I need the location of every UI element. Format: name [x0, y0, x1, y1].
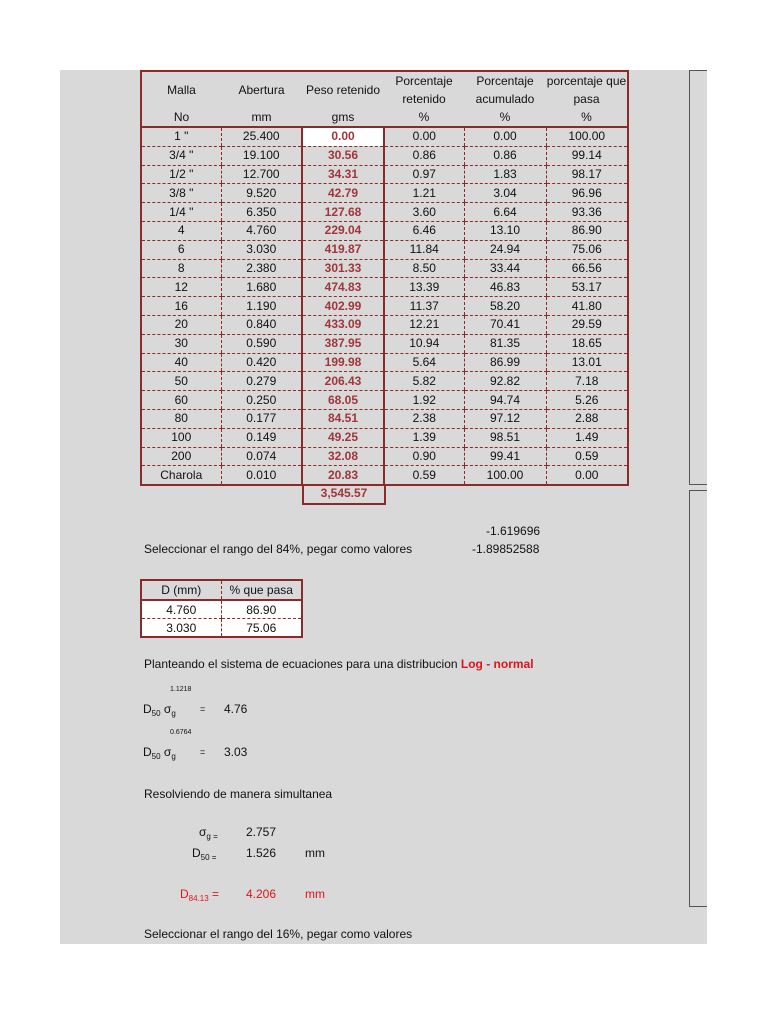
header-malla: Malla	[167, 83, 196, 97]
table-cell[interactable]: 50	[141, 372, 221, 391]
table-row	[141, 165, 628, 184]
table-cell[interactable]: 1.83	[464, 165, 546, 184]
table-cell[interactable]: 1.49	[546, 428, 628, 447]
table-cell[interactable]: 0.840	[221, 315, 302, 334]
table-cell[interactable]: 32.08	[302, 447, 384, 466]
right-border-lower	[689, 490, 690, 906]
table-cell[interactable]: 2.88	[546, 409, 628, 428]
table-cell[interactable]: 53.17	[546, 278, 628, 297]
eq1-exponent: 1.1218	[170, 686, 192, 693]
table-cell[interactable]: 8.50	[384, 259, 464, 278]
table-cell[interactable]: 11.84	[384, 240, 464, 259]
eq2-exponent: 0.6764	[170, 729, 192, 736]
table-cell[interactable]: 4.760	[221, 221, 302, 240]
table-cell[interactable]: 16	[141, 297, 221, 316]
table-cell[interactable]: 99.14	[546, 146, 628, 165]
eq2-sigma-sub: g	[171, 752, 176, 761]
eq2-equals: =	[200, 747, 206, 757]
planteando-label: Planteando el sistema de ecuaciones para una distribucion	[144, 657, 461, 671]
granulometry-table	[140, 70, 629, 486]
table-cell[interactable]: 42.79	[302, 184, 384, 203]
table-cell[interactable]: 49.25	[302, 428, 384, 447]
eq1-sigma: σ	[163, 702, 172, 716]
table-row	[141, 240, 628, 259]
eq1-sigma-sub: g	[171, 709, 176, 718]
table-cell[interactable]: 41.80	[546, 297, 628, 316]
instruction-16: Seleccionar el rango del 16%, pegar como valores	[144, 927, 413, 941]
table-cell[interactable]: 33.44	[464, 259, 546, 278]
table-cell[interactable]: 1.680	[221, 278, 302, 297]
d84-symbol: D	[180, 887, 189, 901]
table-cell[interactable]: 12.700	[221, 165, 302, 184]
unit-peso: gms	[302, 108, 384, 127]
header-pct-pasa: % que pasa	[221, 580, 302, 600]
table-cell[interactable]: 70.41	[464, 315, 546, 334]
table-cell[interactable]: 75.06	[546, 240, 628, 259]
table-cell[interactable]: 13.39	[384, 278, 464, 297]
eq2-d-sub: 50	[151, 752, 161, 761]
table-row	[141, 466, 628, 485]
table-cell[interactable]: 1.190	[221, 297, 302, 316]
table-cell[interactable]: 0.00	[302, 127, 384, 146]
table-cell[interactable]: 1.39	[384, 428, 464, 447]
d84-result-value[interactable]: 4.206	[246, 887, 277, 901]
d50-result-value[interactable]: 1.526	[246, 846, 277, 860]
value-84-b[interactable]: -1.89852588	[472, 542, 540, 556]
table-cell[interactable]: 301.33	[302, 259, 384, 278]
table-cell[interactable]: 20.83	[302, 466, 384, 485]
peso-total[interactable]: 3,545.57	[302, 484, 386, 505]
table-cell[interactable]: 2.380	[221, 259, 302, 278]
table-cell[interactable]: 3.030	[141, 619, 221, 638]
table-cell[interactable]: 229.04	[302, 221, 384, 240]
table-cell[interactable]: 86.90	[221, 600, 302, 619]
header-peso: Peso retenido	[305, 83, 381, 97]
table-cell[interactable]: 0.590	[221, 334, 302, 353]
table-cell[interactable]: 40	[141, 353, 221, 372]
table-cell[interactable]: 30.56	[302, 146, 384, 165]
table-cell[interactable]: 34.31	[302, 165, 384, 184]
right-border-bottom-tick	[689, 906, 707, 907]
table-cell[interactable]: 1.92	[384, 391, 464, 410]
unit-porc-pasa: %	[546, 108, 628, 127]
eq2-sigma: σ	[163, 745, 172, 759]
table-cell[interactable]: 20	[141, 315, 221, 334]
table-cell[interactable]: 100	[141, 428, 221, 447]
units-row	[141, 108, 628, 127]
table-cell[interactable]: 84.51	[302, 409, 384, 428]
table-cell[interactable]: 80	[141, 409, 221, 428]
table-cell[interactable]: 199.98	[302, 353, 384, 372]
table-cell[interactable]: 13.01	[546, 353, 628, 372]
table-cell[interactable]: 97.12	[464, 409, 546, 428]
eq1-equals: =	[200, 704, 206, 714]
table-cell[interactable]: 0.00	[464, 127, 546, 146]
value-84-a[interactable]: -1.619696	[486, 524, 541, 538]
table-cell[interactable]: 0.00	[546, 466, 628, 485]
table-cell[interactable]: 60	[141, 391, 221, 410]
table-cell[interactable]: 0.59	[384, 466, 464, 485]
table-cell[interactable]: 0.177	[221, 409, 302, 428]
right-border-mid-tick-a	[689, 484, 707, 485]
eq1-d: D	[143, 702, 152, 716]
table-cell[interactable]: 13.10	[464, 221, 546, 240]
resolviendo-text: Resolviendo de manera simultanea	[144, 787, 333, 801]
table-row	[141, 619, 302, 638]
table-cell[interactable]: 11.37	[384, 297, 464, 316]
table-cell[interactable]: 86.99	[464, 353, 546, 372]
table-row	[141, 353, 628, 372]
unit-abertura: mm	[221, 108, 302, 127]
header-d-mm: D (mm)	[141, 580, 221, 600]
table-row	[141, 409, 628, 428]
header-row	[141, 71, 628, 108]
d84-equals: =	[212, 887, 220, 901]
table-cell[interactable]: 0.86	[464, 146, 546, 165]
table-cell[interactable]: 8	[141, 259, 221, 278]
eq2-d: D	[143, 745, 152, 759]
table-cell[interactable]: 30	[141, 334, 221, 353]
header-porc-acumulado: Porcentaje acumulado	[475, 74, 535, 106]
eq2-value[interactable]: 3.03	[224, 745, 248, 759]
table-cell[interactable]: 474.83	[302, 278, 384, 297]
table-cell[interactable]: 5.64	[384, 353, 464, 372]
table-cell[interactable]: 200	[141, 447, 221, 466]
eq2-lhs	[143, 745, 176, 759]
table-cell[interactable]: 93.36	[546, 203, 628, 222]
unit-porc-acumulado: %	[464, 108, 546, 127]
eq1-lhs	[143, 702, 176, 716]
table-cell[interactable]: 92.82	[464, 372, 546, 391]
d50-result-unit: mm	[305, 846, 325, 860]
d84-sub: 84.13	[188, 894, 209, 903]
table-cell[interactable]: 25.400	[221, 127, 302, 146]
table-row	[141, 600, 302, 619]
sigma-symbol: σ	[199, 825, 207, 839]
table-row	[141, 146, 628, 165]
table-cell[interactable]: 4	[141, 221, 221, 240]
table-cell[interactable]: 3.60	[384, 203, 464, 222]
table-cell[interactable]: 387.95	[302, 334, 384, 353]
table-cell[interactable]: 0.250	[221, 391, 302, 410]
table-cell[interactable]: 12.21	[384, 315, 464, 334]
log-normal-label: Log - normal	[460, 657, 534, 671]
table-cell[interactable]: 24.94	[464, 240, 546, 259]
table-cell[interactable]: 6.46	[384, 221, 464, 240]
table-cell[interactable]: 75.06	[221, 619, 302, 638]
header-porc-retenido: Porcentaje retenido	[395, 74, 453, 106]
unit-porc-retenido: %	[384, 108, 464, 127]
table-cell[interactable]: 1 "	[141, 127, 221, 146]
table-cell[interactable]: 4.760	[141, 600, 221, 619]
table-cell[interactable]: 66.56	[546, 259, 628, 278]
table-cell[interactable]: 419.87	[302, 240, 384, 259]
table-row	[141, 127, 628, 146]
table-cell[interactable]: 6	[141, 240, 221, 259]
table-cell[interactable]: 1/4 "	[141, 203, 221, 222]
table-cell[interactable]: 0.074	[221, 447, 302, 466]
table-cell[interactable]: 98.51	[464, 428, 546, 447]
table-cell[interactable]: 19.100	[221, 146, 302, 165]
d84-result-unit: mm	[305, 887, 325, 901]
table-cell[interactable]: 0.279	[221, 372, 302, 391]
unit-malla: No	[141, 108, 221, 127]
table-cell[interactable]: 0.149	[221, 428, 302, 447]
table-cell[interactable]: 98.17	[546, 165, 628, 184]
d50-symbol: D	[192, 846, 201, 860]
table-cell[interactable]: 127.68	[302, 203, 384, 222]
table-cell[interactable]: Charola	[160, 467, 203, 482]
table-cell[interactable]: 18.65	[546, 334, 628, 353]
table-row	[141, 372, 628, 391]
instruction-84: Seleccionar el rango del 84%, pegar como valores	[144, 542, 413, 556]
table-cell[interactable]: 5.82	[384, 372, 464, 391]
table-cell[interactable]: 402.99	[302, 297, 384, 316]
table-cell[interactable]: 29.59	[546, 315, 628, 334]
table-cell[interactable]: 100.00	[546, 127, 628, 146]
table-cell[interactable]: 12	[141, 278, 221, 297]
table-cell[interactable]: 3/8 "	[141, 184, 221, 203]
table-row	[141, 315, 628, 334]
table-cell[interactable]: 1.21	[384, 184, 464, 203]
table-cell[interactable]: 206.43	[302, 372, 384, 391]
table-row	[141, 334, 628, 353]
right-border-top-tick	[689, 70, 707, 71]
table-cell[interactable]: 99.41	[464, 447, 546, 466]
table-cell[interactable]: 0.86	[384, 146, 464, 165]
table-cell[interactable]: 7.18	[546, 372, 628, 391]
eq1-d-sub: 50	[151, 709, 161, 718]
table-cell[interactable]: 58.20	[464, 297, 546, 316]
d-pasa-table	[140, 579, 303, 638]
table-cell[interactable]: 6.64	[464, 203, 546, 222]
table-cell[interactable]: 3/4 "	[141, 146, 221, 165]
table-cell[interactable]: 0.420	[221, 353, 302, 372]
table-row	[141, 278, 628, 297]
sigma-result-label	[199, 825, 218, 839]
header-porc-pasa: porcentaje que pasa	[546, 74, 627, 106]
table-row	[141, 221, 628, 240]
d50-result-label	[192, 846, 216, 860]
table-row	[141, 428, 628, 447]
table-row	[141, 184, 628, 203]
table-cell[interactable]: 94.74	[464, 391, 546, 410]
table-cell[interactable]: 10.94	[384, 334, 464, 353]
table-cell[interactable]: 46.83	[464, 278, 546, 297]
table-cell[interactable]: 0.59	[546, 447, 628, 466]
table-cell[interactable]: 0.97	[384, 165, 464, 184]
table-cell[interactable]: 9.520	[221, 184, 302, 203]
table-cell[interactable]: 433.09	[302, 315, 384, 334]
table-cell[interactable]: 0.90	[384, 447, 464, 466]
d84-result-label	[180, 887, 219, 901]
eq1-value[interactable]: 4.76	[224, 702, 248, 716]
table-row	[141, 297, 628, 316]
sigma-sub: g =	[206, 832, 218, 841]
table-cell[interactable]: 0.010	[221, 466, 302, 485]
table-cell[interactable]: 3.04	[464, 184, 546, 203]
table-cell[interactable]: 81.35	[464, 334, 546, 353]
table-row	[141, 447, 628, 466]
planteando-text	[144, 657, 534, 671]
header-abertura: Abertura	[238, 83, 285, 97]
table-cell[interactable]: 1/2 "	[141, 165, 221, 184]
table-cell[interactable]: 5.26	[546, 391, 628, 410]
table-row	[141, 391, 628, 410]
table-cell[interactable]: 6.350	[221, 203, 302, 222]
table-cell[interactable]: 86.90	[546, 221, 628, 240]
table-cell[interactable]: 100.00	[464, 466, 546, 485]
table-cell[interactable]: 68.05	[302, 391, 384, 410]
d50-sub: 50 =	[200, 853, 217, 862]
sigma-result-value[interactable]: 2.757	[246, 825, 277, 839]
table-cell[interactable]: 96.96	[546, 184, 628, 203]
right-border-mid-tick-b	[689, 490, 707, 491]
right-border-upper	[689, 70, 690, 484]
table-row	[141, 259, 628, 278]
table-cell[interactable]: 2.38	[384, 409, 464, 428]
table-row	[141, 203, 628, 222]
table-cell[interactable]: 3.030	[221, 240, 302, 259]
table-cell[interactable]: 0.00	[384, 127, 464, 146]
